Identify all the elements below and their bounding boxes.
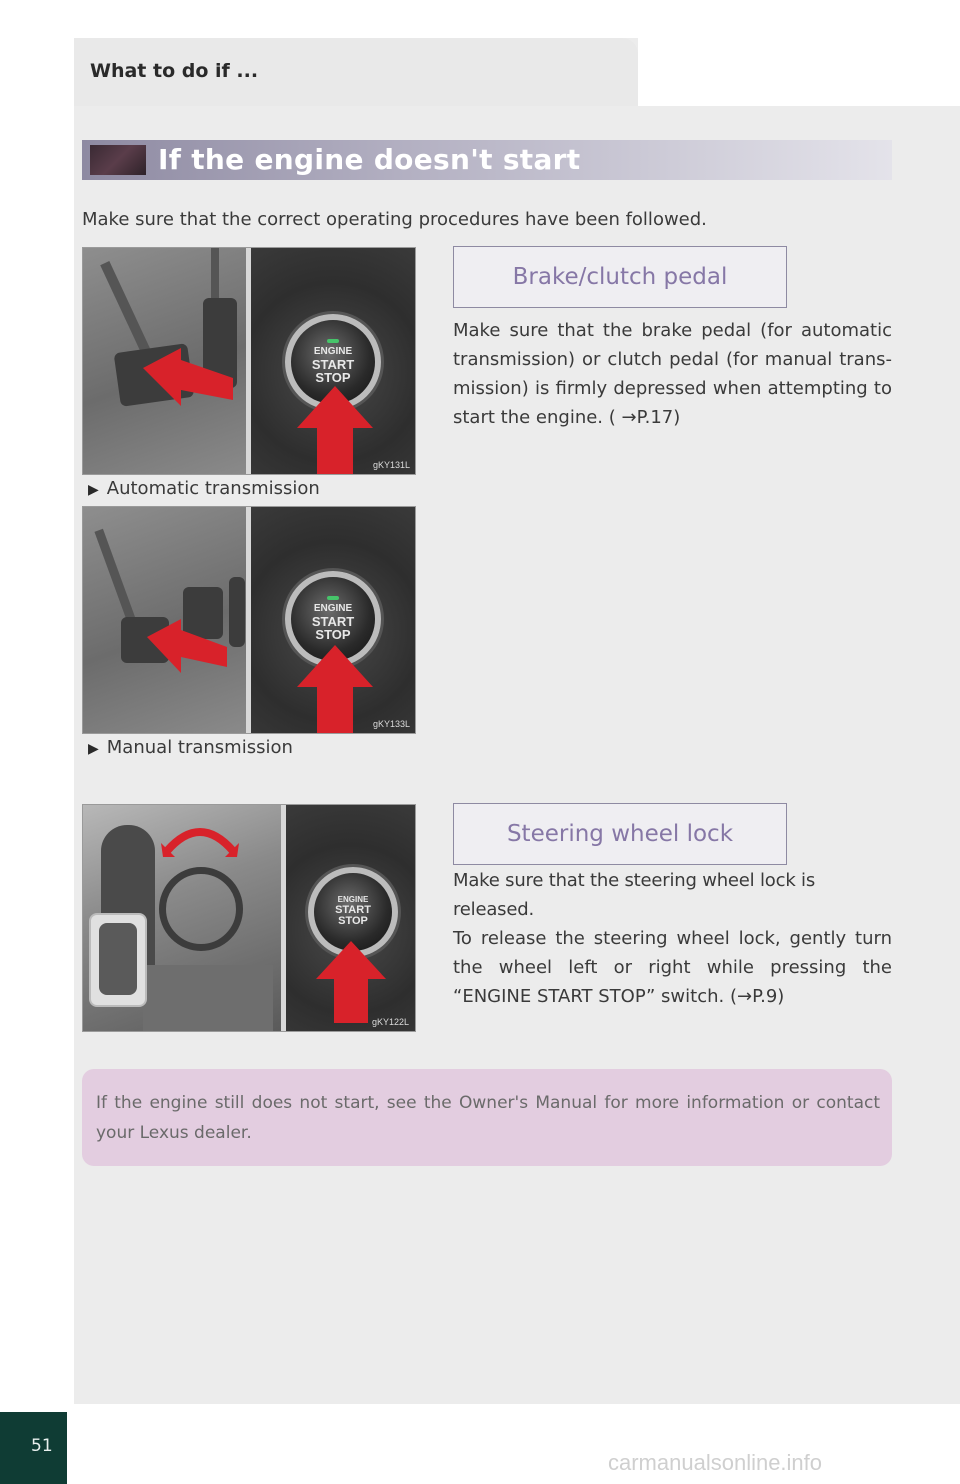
button-lamp [327, 339, 339, 343]
brake-clutch-text: Make sure that the brake pedal (for automatic transmission) or clutch pedal (for manual trans-mission) is firmly depressed when attempting to start the engine. ( →P.17) [453, 320, 892, 428]
watermark: carmanualsonline.info [608, 1450, 823, 1475]
smart-key [89, 913, 147, 1007]
center-console [143, 965, 273, 1031]
figure-code: gKY133L [373, 719, 411, 729]
button-label-stop: STOP [315, 627, 351, 643]
figure-code: gKY122L [372, 1017, 410, 1027]
button-label-engine: ENGINE [337, 895, 369, 905]
steering-lock-heading: Steering wheel lock [453, 803, 787, 865]
steering-lock-text-1: Make sure that the steering wheel lock is released. [453, 870, 816, 920]
figure-manual-transmission [82, 506, 416, 734]
curved-arrow-icon [161, 817, 239, 857]
header-gap [638, 38, 960, 106]
header-title: What to do if ... [90, 60, 259, 82]
button-label-start: START [335, 903, 371, 916]
red-arrow-up-icon [297, 645, 373, 733]
button-label-start: START [311, 356, 355, 372]
driver-photo [83, 805, 281, 1031]
pedal-photo [83, 507, 246, 733]
red-arrow-icon [143, 348, 233, 418]
section-title: If the engine doesn't start [158, 143, 581, 176]
pedal-photo [83, 248, 246, 474]
button-label-engine: ENGINE [313, 346, 353, 358]
button-label-engine: ENGINE [313, 603, 353, 615]
page-number: 51 [31, 1436, 53, 1456]
start-button-photo [251, 248, 415, 474]
note-text: If the engine still does not start, see the Owner's Manual for more information or contact your Lexus dealer. [96, 1093, 880, 1143]
smart-key-body [99, 923, 137, 995]
red-arrow-up-icon [316, 941, 386, 1023]
caption-manual [88, 737, 293, 758]
red-arrow-up-icon [297, 386, 373, 474]
steering-wheel [159, 867, 243, 951]
button-label-stop: STOP [315, 370, 351, 386]
start-button-photo [286, 805, 415, 1031]
steering-lock-text-2: To release the steering wheel lock, gently turn the wheel left or right while pressing the “ENGINE START STOP” switch. (→P.9) [453, 928, 892, 1007]
start-button-photo [251, 507, 415, 733]
figure-automatic-transmission [82, 247, 416, 475]
triangle-bullet-icon: ▶ [88, 482, 99, 498]
caption-automatic-text: Automatic transmission [106, 478, 320, 499]
triangle-bullet-icon: ▶ [88, 741, 99, 757]
button-label-start: START [311, 613, 355, 629]
button-label-stop: STOP [338, 915, 368, 928]
intro-text: Make sure that the correct operating procedures have been followed. [82, 209, 707, 230]
brake-clutch-heading: Brake/clutch pedal [453, 246, 787, 308]
figure-code: gKY131L [373, 460, 411, 470]
accelerator-pedal [229, 577, 245, 647]
button-lamp [327, 596, 339, 600]
figure-steering-wheel-lock [82, 804, 416, 1032]
red-arrow-icon [147, 619, 227, 683]
caption-automatic [88, 478, 320, 499]
section-swatch [90, 145, 146, 175]
caption-manual-text: Manual transmission [106, 737, 293, 758]
